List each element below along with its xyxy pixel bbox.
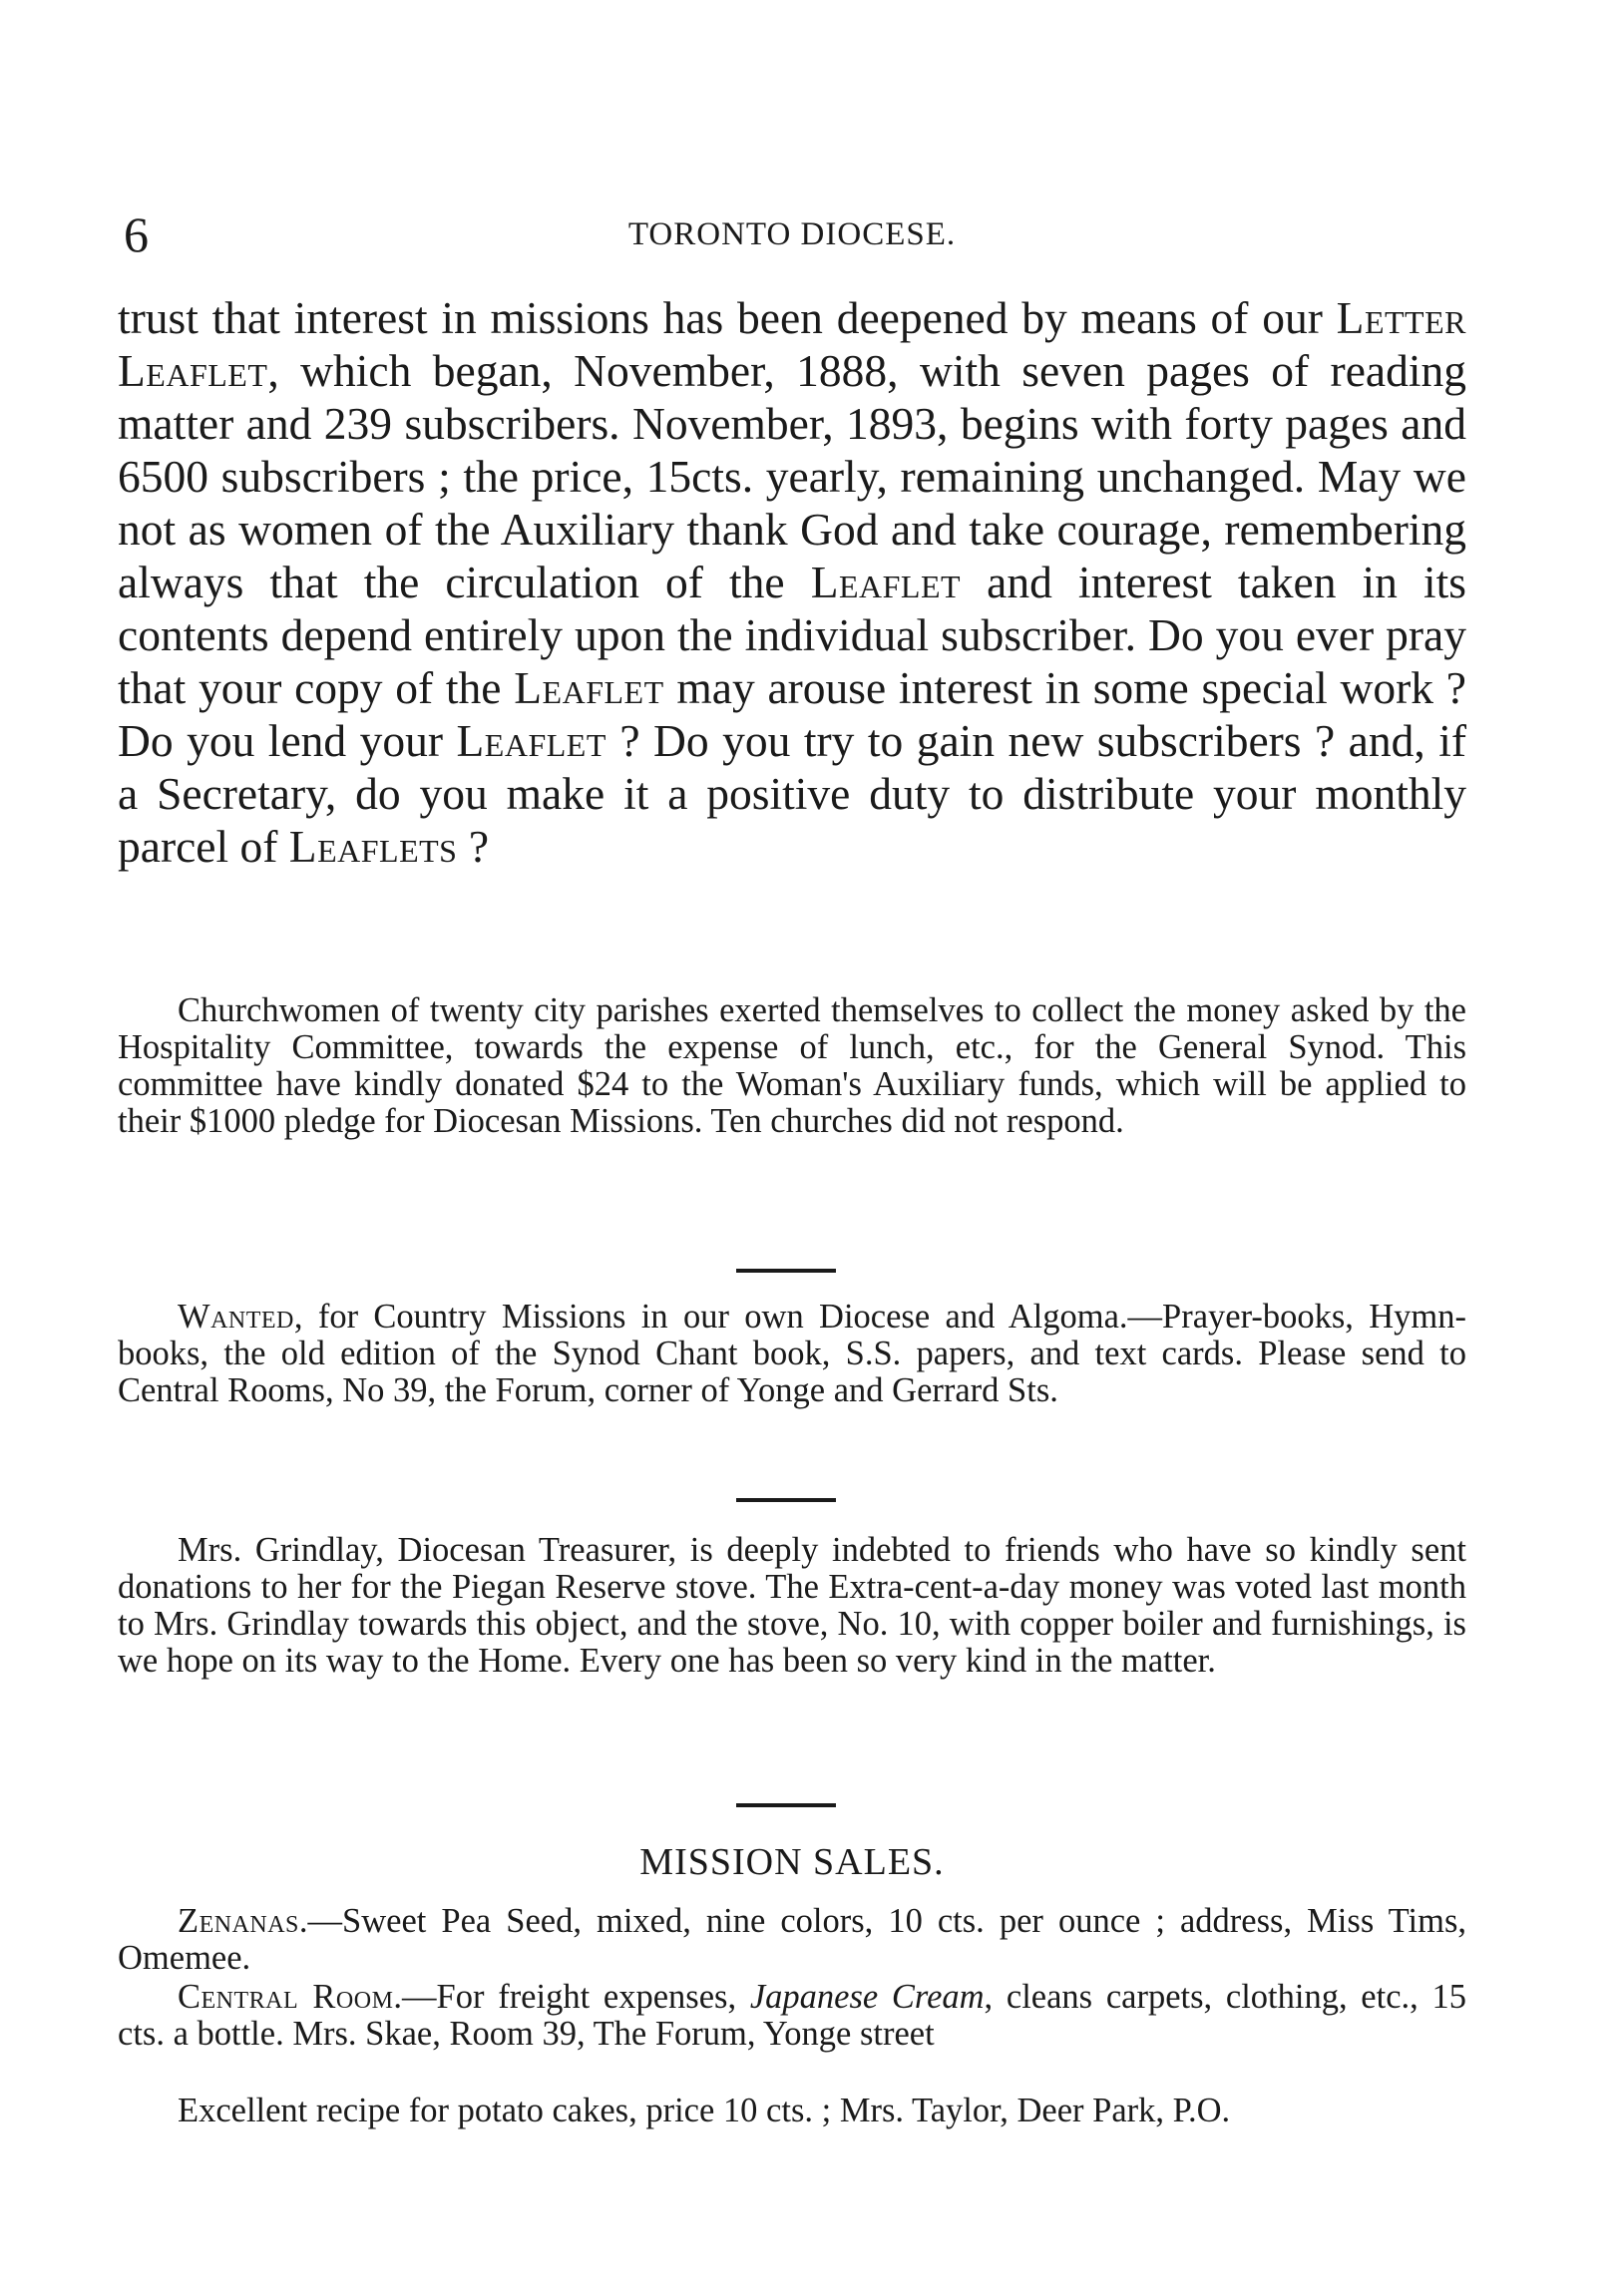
- product-name: Japanese Cream: [749, 1978, 985, 2016]
- central-room-text-2: , cleans carpets, clothing, etc., 15 cts. a bottle. Mrs. Skae, Room 39, The Forum, Yonge street: [118, 1978, 1467, 2053]
- mission-sales-heading: MISSION SALES.: [639, 1841, 945, 1883]
- running-title: TORONTO DIOCESE.: [627, 216, 957, 252]
- potato-cakes-item: Excellent recipe for potato cakes, price 10 cts. ; Mrs. Taylor, Deer Park, P.O.: [178, 2092, 1231, 2129]
- section-divider: [736, 1498, 836, 1502]
- leaflets-ref: Leaflets: [288, 821, 458, 872]
- zenanas-lead: Zenanas: [178, 1902, 299, 1940]
- zenanas-text: .—Sweet Pea Seed, mixed, nine colors, 10 cts. per ounce ; address, Miss Tims, Omemee.: [118, 1902, 1466, 1977]
- leaflet-text-1: trust that interest in missions has been deepened by means of our: [118, 292, 1337, 343]
- leaflet-text-5: ? Do you try to gain new subscribers ? and, if a Secretary, do you make it a positive duty to distribute your monthly parcel of: [118, 715, 1466, 872]
- central-room-text-1: .—For freight expenses,: [393, 1978, 750, 2016]
- grindlay-paragraph: Mrs. Grindlay, Diocesan Treasurer, is deeply indebted to friends who have so kindly sent donations to her for the Piegan Reserve stove. The Extra-cent-a-day money was voted last month to Mrs. Grindlay towards this object, and the stove, No. 10, with copper boiler and furnishings, is we hope on its way to the Home. Every one has been so very kind in the matter.: [118, 1531, 1466, 1680]
- leaflet-paragraph: [118, 291, 1466, 873]
- running-header: [118, 204, 1466, 264]
- wanted-text: , for Country Missions in our own Diocese and Algoma.—Prayer-books, Hymn-books, the old edition of the Synod Chant book, S.S. papers, and text cards. Please send to Central Rooms, No 39, the Forum, corner of Yonge and Gerrard Sts.: [118, 1298, 1466, 1409]
- leaflet-title: Letter Leaflet: [118, 292, 1466, 396]
- central-room-lead: Central Room: [178, 1978, 394, 2016]
- leaflet-text-4: may arouse interest in some special work ? Do you lend your: [118, 662, 1466, 766]
- zenanas-item: [118, 1903, 1466, 1977]
- leaflet-text-3: and interest taken in its contents depend entirely upon the individual subscriber. Do you ever pray that your copy of the: [118, 557, 1467, 713]
- wanted-paragraph: [118, 1299, 1466, 1409]
- leaflet-ref-3: Leaflet: [456, 715, 607, 766]
- section-divider: [736, 1803, 836, 1807]
- leaflet-ref-1: Leaflet: [810, 557, 962, 607]
- leaflet-text-6: ?: [457, 821, 490, 872]
- leaflet-text-2: , which began, November, 1888, with seven pages of reading matter and 239 subscribers. November, 1893, begins with forty pages and 6500 subscribers ; the price, 15cts. yearly, remaining unchanged. May we not as women of the Auxiliary thank God and take courage, remembering always that the circulation of the: [118, 345, 1466, 607]
- section-divider: [736, 1269, 836, 1273]
- page-number: 6: [124, 206, 149, 262]
- leaflet-ref-2: Leaflet: [514, 662, 664, 713]
- churchwomen-paragraph: Churchwomen of twenty city parishes exerted themselves to collect the money asked by the Hospitality Committee, towards the expense of lunch, etc., for the General Synod. This committee have kindly donated $24 to the Woman's Auxiliary funds, which will be applied to their $1000 pledge for Diocesan Missions. Ten churches did not respond.: [118, 991, 1466, 1140]
- central-room-item: [118, 1979, 1466, 2053]
- wanted-lead: Wanted: [178, 1298, 294, 1336]
